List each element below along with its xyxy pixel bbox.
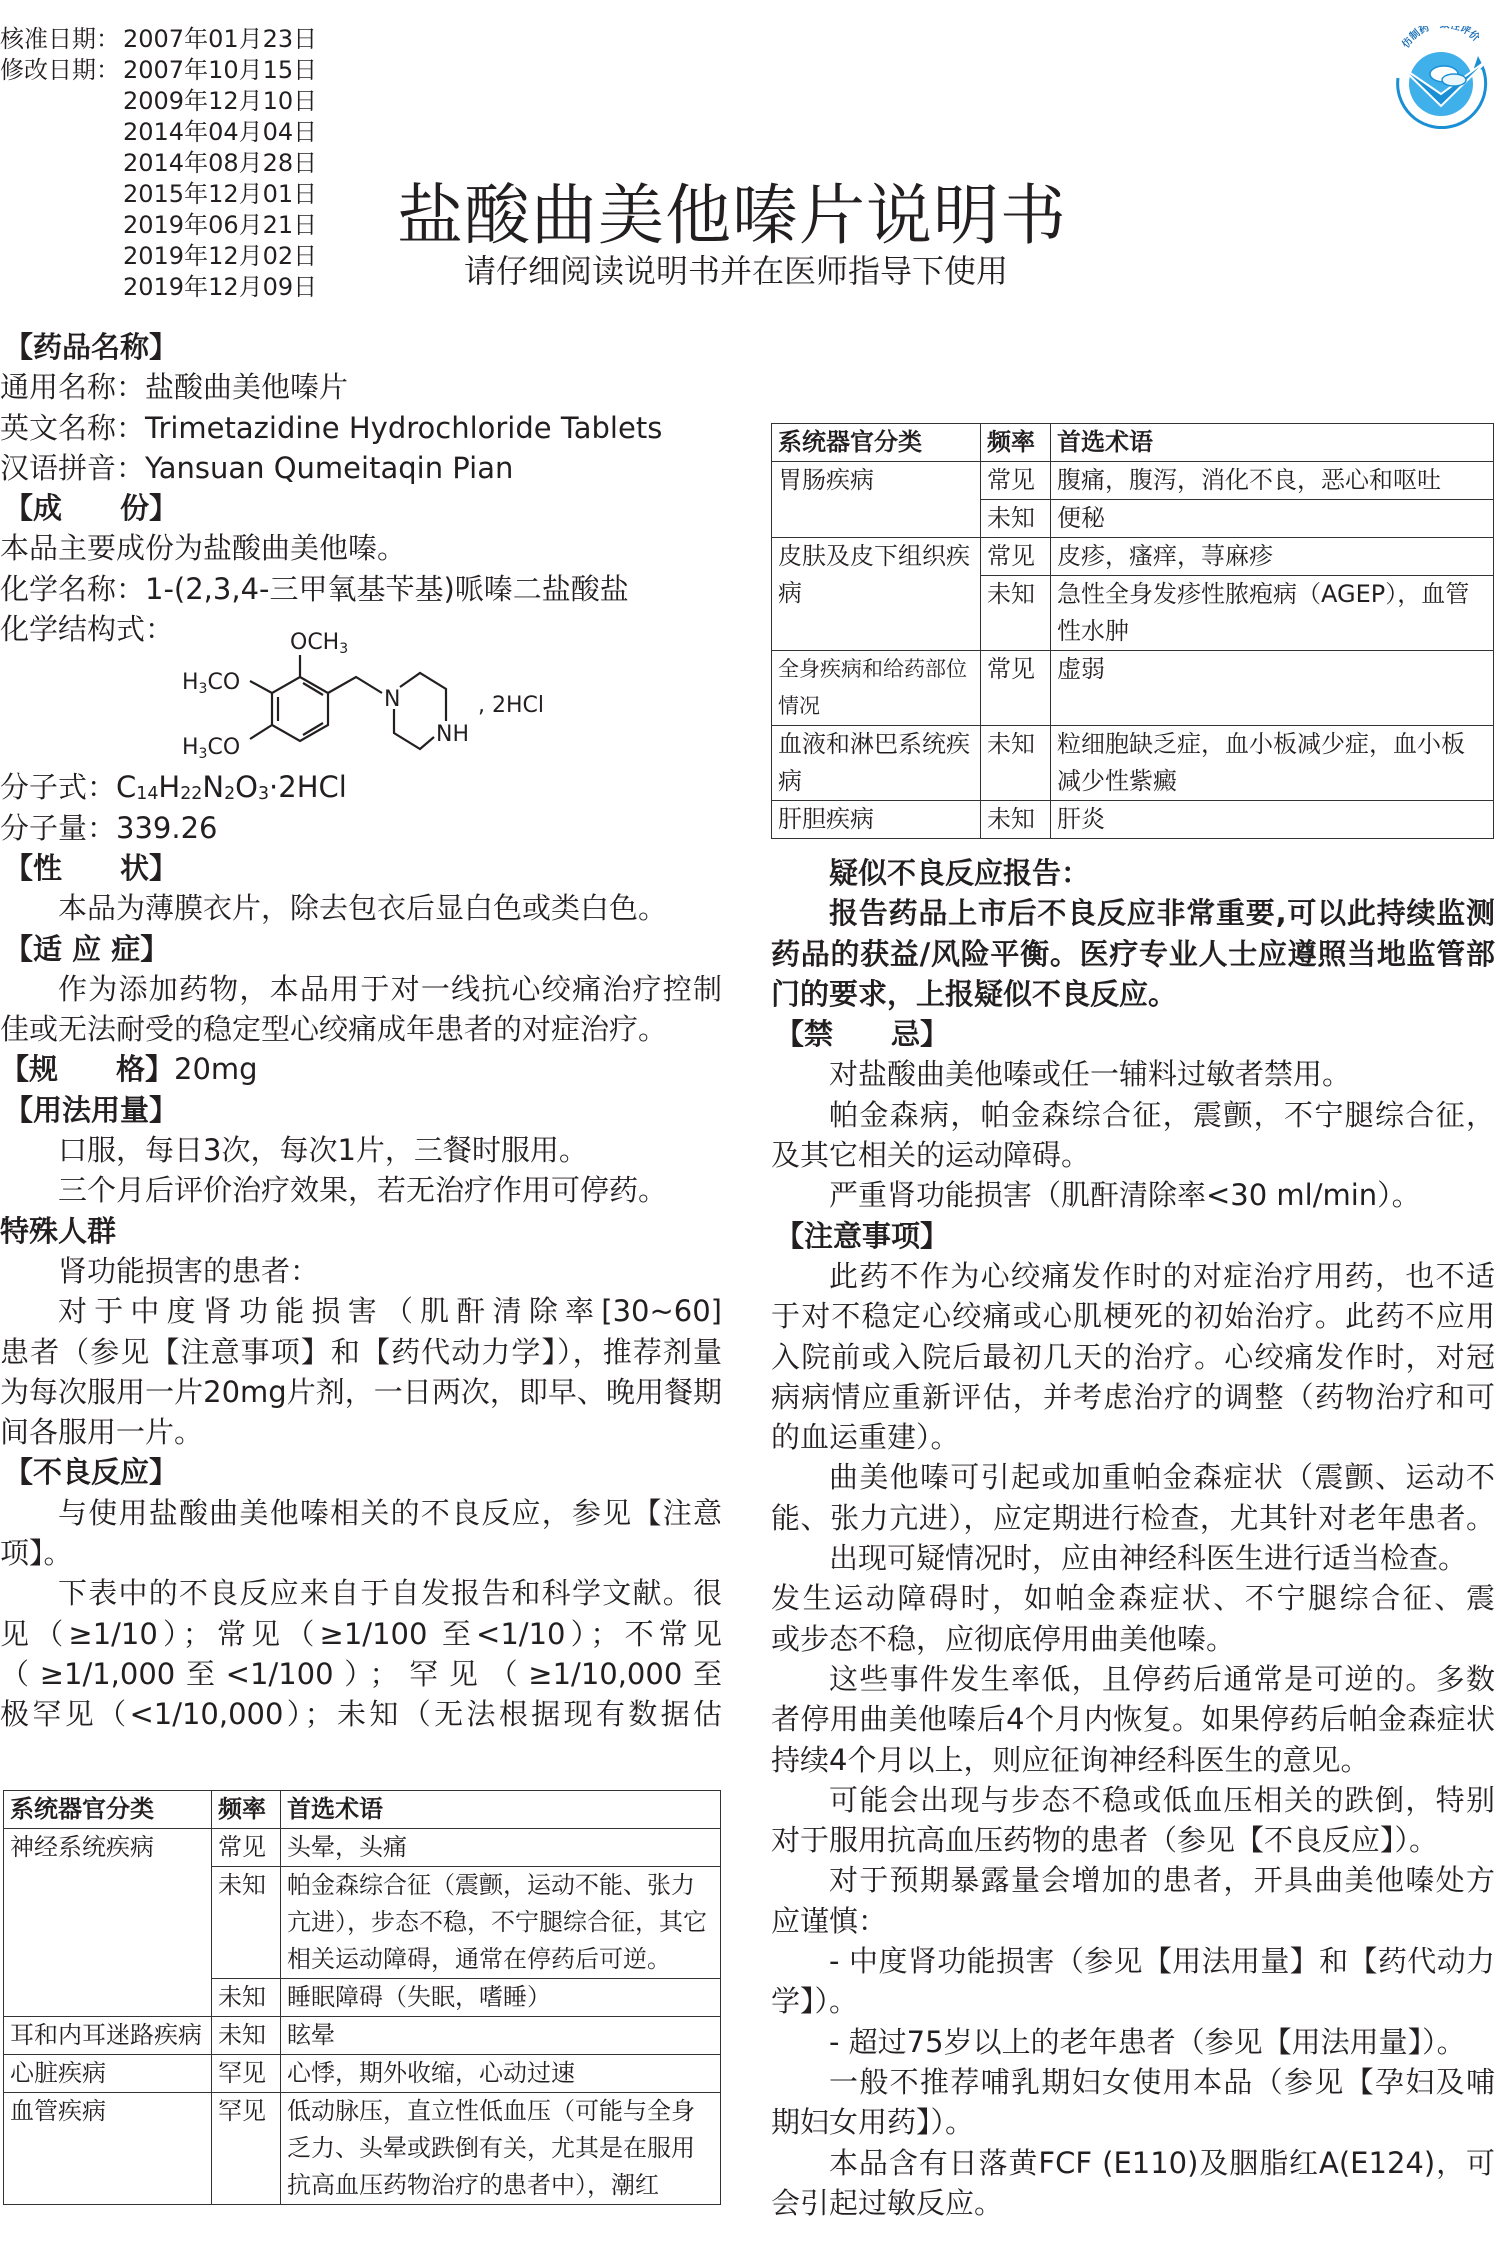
table-row	[772, 651, 1494, 726]
text-line: 通用名称：盐酸曲美他嗪片	[0, 370, 349, 405]
formula-part: ·2HCl	[269, 770, 347, 805]
text-line: 曲美他嗪可引起或加重帕金森症状（震颤、运动不	[829, 1460, 1495, 1495]
text-line: 对于中度肾功能损害（肌酐清除率[30~60]	[58, 1294, 722, 1329]
text-line: 学】）。	[771, 1984, 859, 2019]
table-row	[772, 726, 1494, 801]
date-label	[0, 117, 123, 148]
text-line: 入院前或入院后最初几天的治疗。心绞痛发作时，对冠	[771, 1339, 1495, 1374]
text-line: 佳或无法耐受的稳定型心绞痛成年患者的对症治疗。	[0, 1012, 668, 1047]
revision-date-row	[0, 272, 317, 303]
logo-emblem-icon	[1386, 26, 1496, 134]
text-line: 药品的获益/风险平衡。医疗专业人士应遵照当地监管部	[771, 936, 1495, 971]
preferred-term-cell: 虚弱	[1051, 651, 1494, 726]
spec-line	[0, 1049, 722, 1089]
text-line: 能、张力亢进），应定期进行检查，尤其针对老年患者。	[771, 1500, 1495, 1535]
text-line: 特殊人群	[0, 1213, 117, 1248]
svg-text:H3CO: H3CO	[182, 735, 241, 763]
benzene-ring	[272, 677, 328, 741]
text-line: 发生运动障碍时，如帕金森症状、不宁腿综合征、震	[771, 1581, 1495, 1616]
formula-part: 22	[180, 784, 203, 805]
text-line: 应谨慎：	[771, 1903, 888, 1938]
text-line: 于对不稳定心绞痛或心肌梗死的初始治疗。此药不应用	[771, 1299, 1495, 1334]
date-value: 2019年12月09日	[123, 273, 318, 301]
date-label	[0, 241, 123, 272]
svg-text:H3CO: H3CO	[182, 670, 241, 698]
organ-class-cell: 血液和淋巴系统疾病	[772, 726, 981, 801]
chemical-structure	[0, 630, 722, 767]
formula-part: H	[158, 770, 181, 805]
text-line: 为每次服用一片20mg片剂，一日两次，即早、晚用餐期	[0, 1374, 722, 1409]
date-label: 修改日期：	[0, 56, 120, 84]
svg-text:NH: NH	[436, 722, 469, 748]
text-line: 会引起过敏反应。	[771, 2185, 1004, 2220]
text-line: 及其它相关的运动障碍。	[771, 1138, 1091, 1173]
preferred-term-cell: 头晕，头痛	[281, 1829, 721, 1867]
formula-part: C	[116, 770, 137, 805]
right-column	[771, 853, 1495, 2223]
preferred-term-cell: 粒细胞缺乏症，血小板减少症，血小板减少性紫癜	[1051, 726, 1494, 801]
text-line: 对盐酸曲美他嗪或任一辅料过敏者禁用。	[829, 1057, 1352, 1092]
svg-text:OCH3: OCH3	[290, 630, 349, 658]
revision-date-row	[0, 55, 317, 86]
text-line: 者停用曲美他嗪后4个月内恢复。如果停药后帕金森症状	[771, 1702, 1495, 1737]
revision-dates	[0, 24, 317, 303]
frequency-cell: 常见	[981, 651, 1051, 726]
text-line: 患者（参见【注意事项】和【药代动力学】），推荐剂量	[0, 1334, 722, 1369]
table-row	[772, 801, 1494, 839]
document-title: 盐酸曲美他嗪片说明书	[397, 177, 1067, 254]
frequency-cell: 罕见	[212, 2093, 281, 2205]
date-label: 核准日期：	[0, 25, 120, 53]
frequency-cell: 常见	[981, 538, 1051, 576]
revision-date-row	[0, 24, 317, 55]
organ-class-cell: 皮肤及皮下组织疾病	[772, 538, 981, 651]
text-line: （≥1/1,000至<1/100）；罕见（≥1/10,000至	[0, 1656, 722, 1691]
text-line: 项】。	[0, 1536, 73, 1571]
svg-text:, 2HCl: , 2HCl	[478, 693, 544, 719]
table-row	[4, 2017, 721, 2055]
organ-class-cell: 神经系统疾病	[4, 1829, 212, 2017]
frequency-cell: 罕见	[212, 2055, 281, 2093]
date-value: 2007年01月23日	[123, 25, 318, 53]
section-heading: 【用法用量】	[4, 1092, 179, 1127]
frequency-cell: 未知	[212, 1979, 281, 2017]
text-line: 一般不推荐哺乳期妇女使用本品（参见【孕妇及哺	[829, 2064, 1495, 2099]
text-line: 帕金森病，帕金森综合征，震颤，不宁腿综合征，	[829, 1097, 1495, 1132]
text-line: 与使用盐酸曲美他嗪相关的不良反应，参见【注意	[58, 1495, 722, 1530]
text-line: 疑似不良反应报告：	[829, 856, 1091, 890]
date-label	[0, 179, 123, 210]
svg-text:仿制药一致性评价: 仿制药 性评价	[1400, 26, 1482, 51]
preferred-term-cell: 腹痛，腹泻，消化不良，恶心和呕吐	[1051, 462, 1494, 500]
section-heading: 【不良反应】	[4, 1455, 179, 1490]
frequency-cell: 未知	[981, 500, 1051, 538]
document-subtitle: 请仔细阅读说明书并在医师指导下使用	[464, 252, 1009, 290]
text-line: 对于服用抗高血压药物的患者（参见【不良反应】）。	[771, 1823, 1439, 1858]
organ-class-cell: 耳和内耳迷路疾病	[4, 2017, 212, 2055]
text-line: 肾功能损害的患者：	[58, 1253, 320, 1288]
text-line: 本品为薄膜衣片，除去包衣后显白色或类白色。	[58, 891, 668, 926]
text-line: 的血运重建）。	[771, 1420, 960, 1455]
formula-value	[116, 770, 347, 804]
preferred-term-cell: 睡眠障碍（失眠，嗜睡）	[281, 1979, 721, 2017]
formula-part: O	[235, 770, 258, 805]
date-label	[0, 86, 123, 117]
revision-date-row	[0, 117, 317, 148]
frequency-cell: 未知	[981, 801, 1051, 839]
section-heading: 【禁 忌】	[775, 1017, 950, 1052]
text-line: 化学结构式：	[0, 612, 175, 647]
date-value: 2009年12月10日	[123, 87, 318, 115]
preferred-term-cell: 急性全身发疹性脓疱病（AGEP），血管性水肿	[1051, 576, 1494, 651]
frequency-cell: 未知	[212, 1867, 281, 1979]
text-line: 口服，每日3次，每次1片，三餐时服用。	[58, 1133, 588, 1168]
date-value: 2019年12月02日	[123, 242, 318, 270]
table-row	[772, 462, 1494, 500]
text-line: 出现可疑情况时，应由神经科医生进行适当检查。	[829, 1541, 1468, 1576]
section-heading: 【适 应 症】	[4, 931, 170, 966]
section-heading: 【注意事项】	[775, 1218, 950, 1253]
date-value: 2014年04月04日	[123, 118, 318, 146]
text-line: 作为添加药物，本品用于对一线抗心绞痛治疗控制	[58, 971, 722, 1006]
revision-date-row	[0, 210, 317, 241]
text-line: 英文名称：Trimetazidine Hydrochloride Tablets	[0, 410, 663, 445]
column-header: 系统器官分类	[772, 424, 981, 462]
revision-date-row	[0, 241, 317, 272]
text-line: 分子量：339.26	[0, 810, 218, 845]
frequency-cell: 常见	[981, 462, 1051, 500]
date-value: 2007年10月15日	[123, 56, 318, 84]
text-line: 三个月后评价治疗效果，若无治疗作用可停药。	[58, 1173, 668, 1208]
table-row	[772, 538, 1494, 576]
frequency-cell: 未知	[981, 726, 1051, 801]
section-heading: 【成 份】	[4, 491, 179, 526]
preferred-term-cell: 心悸，期外收缩，心动过速	[281, 2055, 721, 2093]
preferred-term-cell: 眩晕	[281, 2017, 721, 2055]
table-header-row	[4, 1791, 721, 1829]
text-line: 此药不作为心绞痛发作时的对症治疗用药，也不适	[829, 1258, 1495, 1293]
organ-class-cell: 全身疾病和给药部位情况	[772, 651, 981, 726]
text-line: 门的要求，上报疑似不良反应。	[771, 976, 1178, 1011]
text-line: 病病情应重新评估，并考虑治疗的调整（药物治疗和可	[771, 1379, 1495, 1414]
adverse-reactions-table-1	[3, 1790, 721, 2205]
text-line: 对于预期暴露量会增加的患者，开具曲美他嗪处方	[829, 1863, 1495, 1898]
revision-date-row	[0, 86, 317, 117]
organ-class-cell: 胃肠疾病	[772, 462, 981, 538]
date-value: 2015年12月01日	[123, 180, 318, 208]
preferred-term-cell: 肝炎	[1051, 801, 1494, 839]
text-line: 间各服用一片。	[0, 1415, 204, 1450]
text-line: 本品主要成份为盐酸曲美他嗪。	[0, 531, 407, 566]
column-header: 首选术语	[281, 1791, 721, 1829]
text-line: 见（≥1/10）；常见（≥1/100 至<1/10）；不常见	[0, 1616, 722, 1651]
date-label	[0, 210, 123, 241]
text-line: 可能会出现与步态不稳或低血压相关的跌倒，特别	[829, 1782, 1495, 1817]
section-heading: 【性 状】	[4, 850, 179, 885]
column-header: 系统器官分类	[4, 1791, 212, 1829]
revision-date-row	[0, 148, 317, 179]
text-line: 持续4个月以上，则应征询神经科医生的意见。	[771, 1742, 1370, 1777]
text-line: 报告药品上市后不良反应非常重要,可以此持续监测	[829, 896, 1495, 931]
frequency-cell: 未知	[212, 2017, 281, 2055]
spec-value: 20mg	[174, 1052, 258, 1087]
preferred-term-cell: 帕金森综合征（震颤，运动不能、张力亢进），步态不稳，不宁腿综合征，其它相关运动障碍，通常在停药后可逆。	[281, 1867, 721, 1979]
preferred-term-cell: 低动脉压，直立性低血压（可能与全身乏力、头晕或跌倒有关，尤其是在服用抗高血压药物治疗的患者中），潮红	[281, 2093, 721, 2205]
text-line: - 中度肾功能损害（参见【用法用量】和【药代动力	[829, 1944, 1495, 1979]
preferred-term-cell: 皮疹，瘙痒，荨麻疹	[1051, 538, 1494, 576]
text-line: 严重肾功能损害（肌酐清除率<30 ml/min）。	[829, 1178, 1421, 1213]
frequency-cell: 常见	[212, 1829, 281, 1867]
table-row	[4, 2055, 721, 2093]
svg-text:N: N	[384, 687, 401, 713]
section-heading: 【规 格】	[0, 1052, 175, 1087]
table-row	[4, 2093, 721, 2205]
organ-class-cell: 肝胆疾病	[772, 801, 981, 839]
section-heading: 【药品名称】	[4, 330, 179, 364]
organ-class-cell: 心脏疾病	[4, 2055, 212, 2093]
left-column	[0, 327, 722, 1735]
molecular-formula: 分子式：$C_{14}H_{22}N_2O_3\cdot 2HCl$	[0, 770, 347, 805]
column-header: 频率	[212, 1791, 281, 1829]
date-label	[0, 148, 123, 179]
text-line: 期妇女用药】）。	[771, 2105, 975, 2140]
text-line: 极罕见（<1/10,000）；未知（无法根据现有数据估	[0, 1697, 722, 1732]
text-line: 化学名称：1-(2,3,4-三甲氧基苄基)哌嗪二盐酸盐	[0, 571, 629, 606]
text-line: 下表中的不良反应来自于自发报告和科学文献。很	[58, 1576, 722, 1611]
drug-details-section	[0, 808, 722, 1735]
adverse-reactions-table-2	[771, 423, 1494, 839]
date-label	[0, 272, 123, 303]
text-line: 这些事件发生率低，且停药后通常是可逆的。多数	[829, 1661, 1495, 1696]
generic-drug-consistency-logo	[1386, 26, 1496, 134]
formula-part: 14	[136, 784, 159, 805]
structure-diagram	[170, 609, 570, 769]
table-row	[4, 1829, 721, 1867]
column-header: 首选术语	[1051, 424, 1494, 462]
table-header-row	[772, 424, 1494, 462]
revision-date-row	[0, 179, 317, 210]
frequency-cell: 未知	[981, 576, 1051, 651]
date-value: 2019年06月21日	[123, 211, 318, 239]
date-value: 2014年08月28日	[123, 149, 318, 177]
drug-info-section	[0, 327, 722, 649]
organ-class-cell: 血管疾病	[4, 2093, 212, 2205]
column-header: 频率	[981, 424, 1051, 462]
text-line: 汉语拼音：Yansuan Qumeitaqin Pian	[0, 450, 514, 485]
text-line: 或步态不稳，应彻底停用曲美他嗪。	[771, 1621, 1236, 1656]
preferred-term-cell: 便秘	[1051, 500, 1494, 538]
text-line: - 超过75岁以上的老年患者（参见【用法用量】）。	[829, 2024, 1466, 2059]
formula-part: N	[202, 770, 225, 805]
formula-part: 2	[224, 784, 236, 805]
text-line: 本品含有日落黄FCF (E110)及胭脂红A(E124)，可	[829, 2145, 1495, 2180]
formula-part: 3	[257, 784, 270, 805]
